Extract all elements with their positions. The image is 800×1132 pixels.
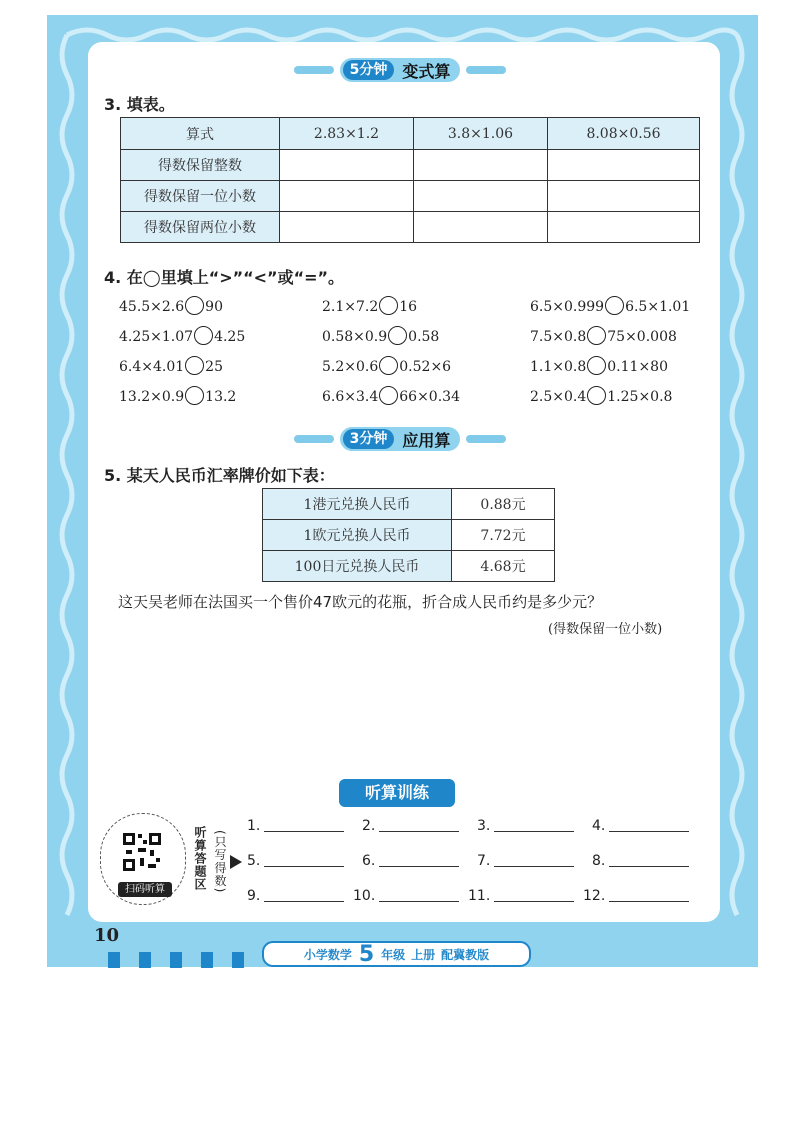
exchange-rate-table <box>262 488 555 582</box>
banner-title: 应用算 <box>402 430 451 450</box>
rate-value: 4.68元 <box>452 551 555 582</box>
compare-right: 66×0.34 <box>399 389 460 405</box>
footer-stripe <box>201 952 213 968</box>
compare-circle[interactable] <box>605 296 624 315</box>
fill-table-cell[interactable] <box>547 212 699 243</box>
compare-right: 6.5×1.01 <box>625 299 691 315</box>
answer-number: 5. <box>247 853 261 869</box>
answer-number: 2. <box>362 818 376 834</box>
compare-item <box>119 356 223 375</box>
fill-table-row-label: 得数保留整数 <box>121 150 280 181</box>
compare-right: 0.58 <box>408 329 440 345</box>
page-number: 10 <box>94 925 120 946</box>
footer-grade: 年级 <box>381 947 406 962</box>
banner-line-left <box>294 435 334 443</box>
compare-item <box>322 386 460 405</box>
fill-table-cell[interactable] <box>547 150 699 181</box>
compare-right: 1.25×0.8 <box>607 389 673 405</box>
answer-blank[interactable] <box>353 888 459 904</box>
answer-line[interactable] <box>264 901 344 902</box>
banner-line-right <box>466 435 506 443</box>
compare-left: 4.25×1.07 <box>119 329 194 345</box>
answer-line[interactable] <box>264 831 344 832</box>
answer-number: 1. <box>247 818 261 834</box>
answer-number: 9. <box>247 888 261 904</box>
answer-number: 10. <box>353 888 376 904</box>
banner-title: 变式算 <box>402 61 451 81</box>
compare-circle[interactable] <box>587 356 606 375</box>
compare-left: 2.5×0.4 <box>530 389 587 405</box>
answer-number: 4. <box>592 818 606 834</box>
answer-line[interactable] <box>494 831 574 832</box>
rate-value: 7.72元 <box>452 520 555 551</box>
compare-left: 6.4×4.01 <box>119 359 185 375</box>
answer-line[interactable] <box>379 901 459 902</box>
banner-line-left <box>294 66 334 74</box>
footer-grade-number: 5 <box>358 941 375 967</box>
problem-text: 这天吴老师在法国买一个售价47欧元的花瓶，折合成人民币约是多少元？ <box>118 593 603 611</box>
compare-circle[interactable] <box>388 326 407 345</box>
compare-circle[interactable] <box>587 326 606 345</box>
fill-table-header: 算式 <box>121 118 280 150</box>
banner-line-right <box>466 66 506 74</box>
listening-title: 听算训练 <box>339 779 455 807</box>
compare-item <box>530 356 668 375</box>
fill-table-cell[interactable] <box>280 150 414 181</box>
compare-item <box>322 356 451 375</box>
qr-code-icon[interactable] <box>121 831 163 873</box>
answer-line[interactable] <box>494 901 574 902</box>
compare-left: 6.6×3.4 <box>322 389 379 405</box>
answer-line[interactable] <box>264 866 344 867</box>
compare-right: 16 <box>399 299 418 315</box>
fill-table-header: 8.08×0.56 <box>547 118 699 150</box>
compare-circle[interactable] <box>194 326 213 345</box>
compare-circle[interactable] <box>379 386 398 405</box>
footer-stripe <box>170 952 182 968</box>
answer-blank[interactable] <box>477 853 574 869</box>
answer-number: 11. <box>468 888 491 904</box>
arrow-right-icon <box>230 855 242 869</box>
compare-item <box>322 296 417 315</box>
banner-pill <box>340 427 461 451</box>
answer-number: 12. <box>583 888 606 904</box>
compare-item <box>119 296 223 315</box>
compare-item <box>119 386 236 405</box>
answer-blank[interactable] <box>362 818 459 834</box>
compare-circle[interactable] <box>185 386 204 405</box>
compare-circle[interactable] <box>379 296 398 315</box>
answer-number: 6. <box>362 853 376 869</box>
footer-stripe <box>232 952 244 968</box>
answer-line[interactable] <box>609 901 689 902</box>
compare-left: 2.1×7.2 <box>322 299 379 315</box>
question-3-title: 3. 填表。 <box>104 95 175 114</box>
answer-area-note: (只写得数) <box>213 830 227 894</box>
compare-circle[interactable] <box>185 296 204 315</box>
fill-table-cell[interactable] <box>413 212 547 243</box>
fill-table-cell[interactable] <box>280 181 414 212</box>
answer-blank[interactable] <box>583 888 689 904</box>
fill-table-cell[interactable] <box>280 212 414 243</box>
fill-table-cell[interactable] <box>547 181 699 212</box>
answer-number: 3. <box>477 818 491 834</box>
footer-book-label <box>262 941 531 967</box>
section-banner-2 <box>0 424 800 454</box>
compare-circle[interactable] <box>185 356 204 375</box>
answer-line[interactable] <box>494 866 574 867</box>
answer-blank[interactable] <box>592 818 689 834</box>
rate-label: 100日元兑换人民币 <box>263 551 452 582</box>
section-banner-1 <box>0 55 800 85</box>
fill-table-cell[interactable] <box>413 181 547 212</box>
answer-line[interactable] <box>609 866 689 867</box>
footer-stripe <box>139 952 151 968</box>
compare-right: 0.11×80 <box>607 359 668 375</box>
compare-item <box>530 326 677 345</box>
compare-right: 4.25 <box>214 329 246 345</box>
footer-subject: 小学数学 <box>303 947 352 962</box>
answer-blank[interactable] <box>247 888 344 904</box>
compare-right: 25 <box>205 359 223 375</box>
compare-left: 45.5×2.6 <box>119 299 185 315</box>
banner-minutes: 3分钟 <box>343 429 395 449</box>
compare-item <box>530 386 672 405</box>
answer-number: 7. <box>477 853 491 869</box>
footer-edition: 配冀教版 <box>441 947 490 962</box>
compare-left: 13.2×0.9 <box>119 389 185 405</box>
answer-blank[interactable] <box>592 853 689 869</box>
compare-left: 0.58×0.9 <box>322 329 388 345</box>
qr-pattern <box>121 831 163 873</box>
fill-table-header: 3.8×1.06 <box>413 118 547 150</box>
question-5-title: 5. 某天人民币汇率牌价如下表： <box>104 466 335 485</box>
answer-line[interactable] <box>379 866 459 867</box>
compare-circle[interactable] <box>587 386 606 405</box>
compare-left: 7.5×0.8 <box>530 329 587 345</box>
banner-minutes: 5分钟 <box>343 60 395 80</box>
compare-right: 0.52×6 <box>399 359 452 375</box>
compare-left: 5.2×0.6 <box>322 359 379 375</box>
answer-line[interactable] <box>609 831 689 832</box>
compare-right: 13.2 <box>205 389 237 405</box>
question-4-title: 4. 在◯里填上“>”“<”或“=”。 <box>104 268 345 287</box>
answer-blank[interactable] <box>247 853 344 869</box>
compare-circle[interactable] <box>379 356 398 375</box>
answer-number: 8. <box>592 853 606 869</box>
rate-label: 1欧元兑换人民币 <box>263 520 452 551</box>
rounding-hint: (得数保留一位小数) <box>548 622 663 637</box>
fill-table-row-label: 得数保留一位小数 <box>121 181 280 212</box>
footer-term: 上册 <box>411 947 436 962</box>
answer-blank[interactable] <box>468 888 574 904</box>
scan-label: 扫码听算 <box>118 882 172 897</box>
fill-table-cell[interactable] <box>413 150 547 181</box>
rate-label: 1港元兑换人民币 <box>263 489 452 520</box>
compare-left: 6.5×0.999 <box>530 299 605 315</box>
rate-value: 0.88元 <box>452 489 555 520</box>
compare-left: 1.1×0.8 <box>530 359 587 375</box>
answer-blank[interactable] <box>362 853 459 869</box>
compare-right: 75×0.008 <box>607 329 677 345</box>
answer-area-label: 听算答题区 <box>193 826 207 891</box>
answer-line[interactable] <box>379 831 459 832</box>
compare-item <box>322 326 439 345</box>
answer-blank[interactable] <box>247 818 344 834</box>
fill-table-header: 2.83×1.2 <box>280 118 414 150</box>
compare-item <box>119 326 245 345</box>
banner-pill <box>340 58 461 82</box>
fill-table <box>120 117 700 243</box>
fill-table-row-label: 得数保留两位小数 <box>121 212 280 243</box>
compare-right: 90 <box>205 299 223 315</box>
answer-blank[interactable] <box>477 818 574 834</box>
footer-stripe <box>108 952 120 968</box>
compare-item <box>530 296 690 315</box>
